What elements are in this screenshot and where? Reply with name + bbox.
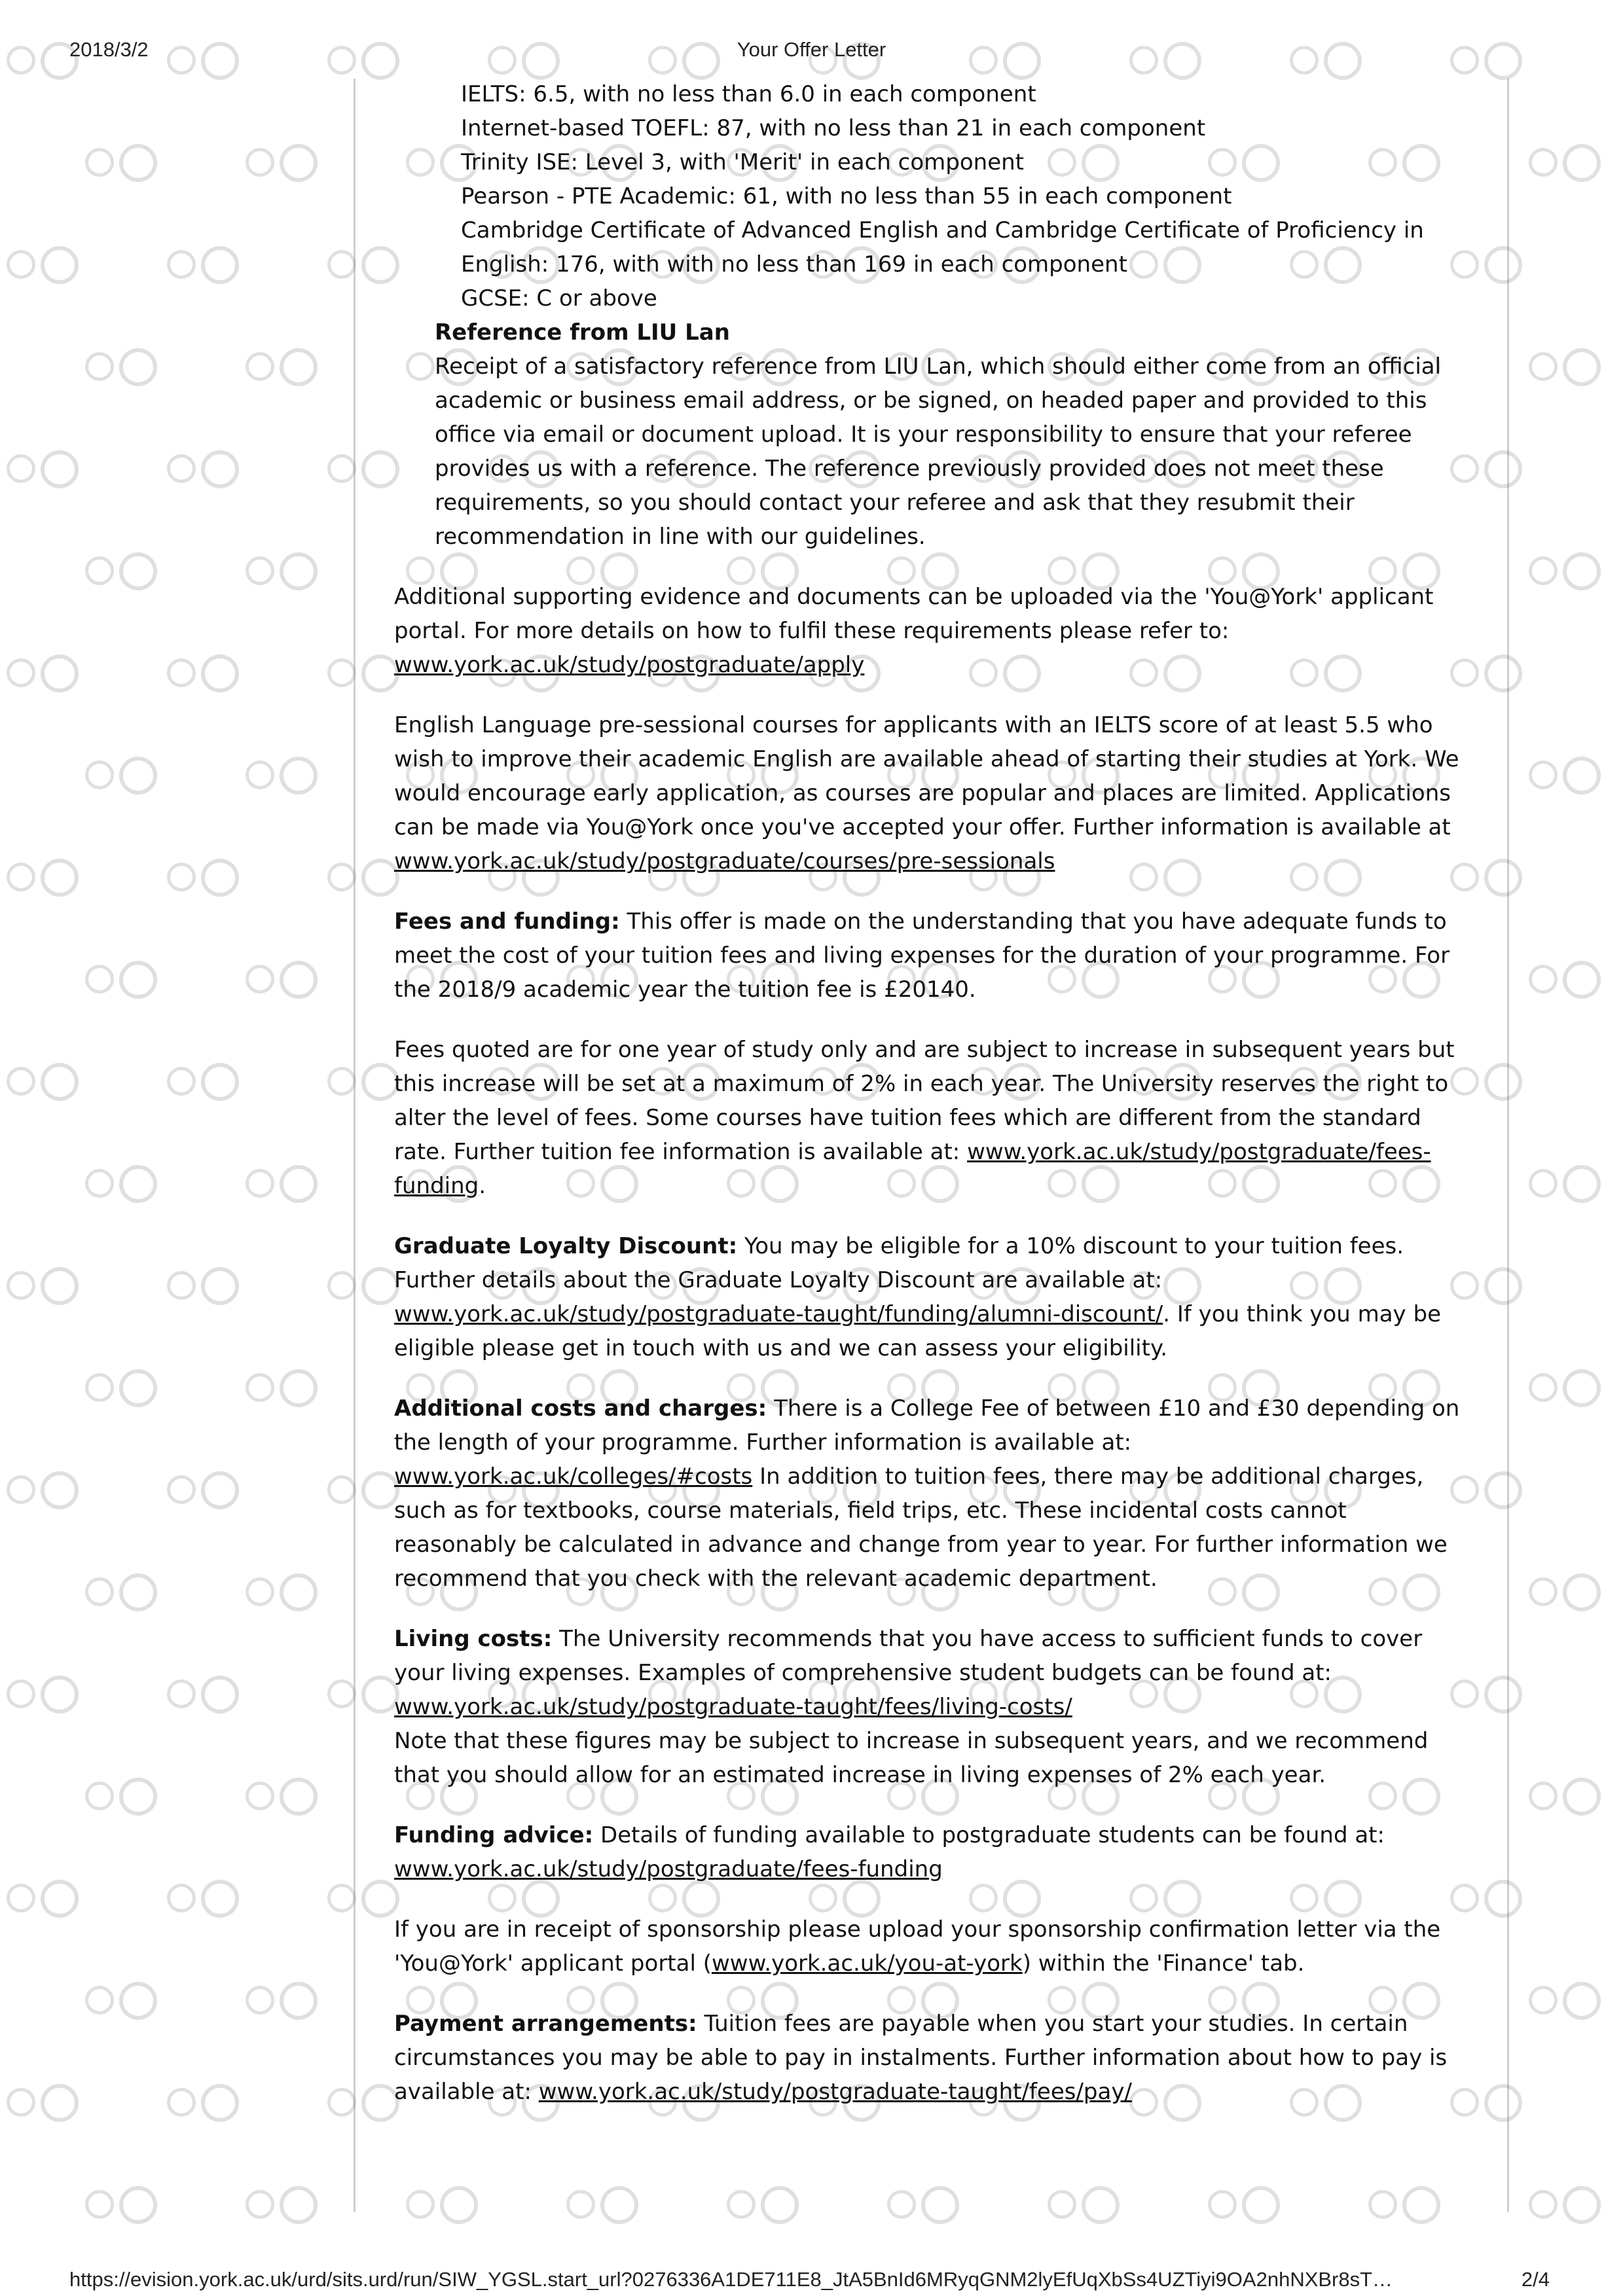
watermark-logo-icon [85, 1162, 157, 1208]
watermark-logo-icon [167, 1469, 239, 1515]
watermark-logo-icon [7, 1673, 79, 1719]
print-header [0, 38, 1623, 64]
watermark-logo-icon [85, 1571, 157, 1617]
watermark-logo-icon [246, 1979, 318, 2025]
offer-letter-body [394, 77, 1468, 2135]
list-item: Trinity ISE: Level 3, with 'Merit' in each component [461, 149, 1025, 175]
living-costs-note: Note that these figures may be subject to increase in subsequent years, and we recommend that you should allow for an estimated increase in living expenses of 2% each year. [394, 1728, 1429, 1788]
watermark-logo-icon [246, 754, 318, 800]
watermark-logo-icon [246, 1775, 318, 1821]
watermark-logo-icon [167, 652, 239, 698]
funding-advice-link[interactable]: www.york.ac.uk/study/postgraduate/fees-funding [394, 1856, 943, 1882]
watermark-logo-icon [1208, 2183, 1280, 2229]
payment-text: Tuition fees are payable when you start your studies. In certain circumstances you may be able to pay in instalments. Further information about how to pay is available at: [394, 2011, 1448, 2105]
watermark-logo-icon [167, 1877, 239, 1923]
watermark-logo-icon [1529, 2183, 1601, 2229]
additional-costs-heading: Additional costs and charges: [394, 1395, 767, 1422]
list-item: GCSE: C or above [461, 285, 657, 312]
payment-heading: Payment arrangements: [394, 2011, 697, 2037]
funding-advice-heading: Funding advice: [394, 1822, 594, 1848]
presessional-paragraph [394, 708, 1468, 878]
watermark-logo-icon [327, 2081, 399, 2127]
watermark-logo-icon [327, 1469, 399, 1515]
additional-costs-text: There is a College Fee of between £10 and £30 depending on the length of your programme. Further information is available at: [394, 1395, 1460, 1456]
watermark-logo-icon [246, 1571, 318, 1617]
sponsorship-paragraph [394, 1912, 1468, 1981]
watermark-logo-icon [246, 958, 318, 1004]
watermark-logo-icon [327, 1877, 399, 1923]
watermark-logo-icon [1529, 141, 1601, 187]
watermark-logo-icon [327, 856, 399, 902]
watermark-logo-icon [7, 652, 79, 698]
pay-link[interactable]: www.york.ac.uk/study/postgraduate-taught/fees/pay/ [538, 2079, 1132, 2105]
fees-text: This offer is made on the understanding that you have adequate funds to meet the cost of your tuition fees and living expenses for the duration of your programme. For the 2018/9 academic year the tuition fee is £20140. [394, 908, 1450, 1003]
watermark-logo-icon [7, 243, 79, 289]
watermark-logo-icon [167, 856, 239, 902]
fees-increase-after: . [479, 1173, 486, 1199]
watermark-logo-icon [7, 448, 79, 493]
watermark-logo-icon [85, 2183, 157, 2229]
watermark-logo-icon [1529, 754, 1601, 800]
watermark-logo-icon [167, 1265, 239, 1310]
colleges-costs-link[interactable]: www.york.ac.uk/colleges/#costs [394, 1463, 753, 1490]
fees-increase-text: Fees quoted are for one year of study only and are subject to increase in subsequent years but this increase will be set at a maximum of 2% in each year. The University reserves the right to alter the level of fees. Some courses have tuition fees which are different from the standard rate. Further tuition fee information is available at: [394, 1037, 1455, 1165]
right-border-line [1507, 79, 1509, 2212]
loyalty-heading: Graduate Loyalty Discount: [394, 1233, 738, 1259]
watermark-logo-icon [327, 1060, 399, 1106]
watermark-logo-icon [1048, 2183, 1120, 2229]
print-date: 2018/3/2 [69, 38, 149, 61]
watermark-logo-icon [167, 2081, 239, 2127]
living-costs-paragraph [394, 1622, 1468, 1792]
living-costs-heading: Living costs: [394, 1626, 553, 1652]
list-item: Pearson - PTE Academic: 61, with no less than 55 in each component [461, 183, 1232, 209]
watermark-logo-icon [1529, 1571, 1601, 1617]
watermark-logo-icon [246, 2183, 318, 2229]
presessional-link[interactable]: www.york.ac.uk/study/postgraduate/courses/pre-sessionals [394, 848, 1055, 874]
watermark-logo-icon [85, 754, 157, 800]
watermark-logo-icon [887, 2183, 959, 2229]
watermark-logo-icon [246, 141, 318, 187]
language-requirements-list [394, 77, 1468, 315]
watermark-logo-icon [1368, 2183, 1440, 2229]
watermark-logo-icon [85, 1775, 157, 1821]
watermark-logo-icon [327, 1673, 399, 1719]
sponsorship-text: If you are in receipt of sponsorship please upload your sponsorship confirmation letter via the 'You@York' applicant portal ( [394, 1916, 1441, 1977]
living-costs-link[interactable]: www.york.ac.uk/study/postgraduate-taught/fees/living-costs/ [394, 1694, 1072, 1720]
payment-paragraph [394, 2007, 1468, 2109]
reference-section [394, 315, 1468, 554]
watermark-logo-icon [327, 243, 399, 289]
funding-advice-paragraph [394, 1818, 1468, 1886]
fees-increase-paragraph [394, 1033, 1468, 1203]
watermark-logo-icon [246, 1367, 318, 1412]
watermark-logo-icon [167, 243, 239, 289]
watermark-logo-icon [327, 652, 399, 698]
watermark-logo-icon [1529, 958, 1601, 1004]
watermark-logo-icon [85, 141, 157, 187]
loyalty-text: You may be eligible for a 10% discount to your tuition fees. Further details about the Graduate Loyalty Discount are available at: [394, 1233, 1404, 1293]
living-costs-text: The University recommends that you have access to sufficient funds to cover your living expenses. Examples of comprehensive student budgets can be found at: [394, 1626, 1423, 1686]
sponsorship-after: ) within the 'Finance' tab. [1022, 1950, 1305, 1977]
list-item: Cambridge Certificate of Advanced English and Cambridge Certificate of Proficiency in English: 176, with with no less than 169 in each component [461, 217, 1424, 278]
watermark-logo-icon [1529, 1979, 1601, 2025]
watermark-logo-icon [85, 1979, 157, 2025]
watermark-logo-icon [1529, 550, 1601, 596]
watermark-logo-icon [1529, 1775, 1601, 1821]
list-item: Internet-based TOEFL: 87, with no less than 21 in each component [461, 115, 1206, 141]
supporting-evidence-paragraph [394, 580, 1468, 682]
watermark-logo-icon [1529, 1367, 1601, 1412]
watermark-logo-icon [167, 448, 239, 493]
list-item: IELTS: 6.5, with no less than 6.0 in each component [461, 81, 1036, 107]
watermark-logo-icon [7, 1469, 79, 1515]
print-footer [0, 2268, 1623, 2294]
watermark-logo-icon [1529, 1162, 1601, 1208]
loyalty-paragraph [394, 1229, 1468, 1365]
presessional-text: English Language pre-sessional courses for applicants with an IELTS score of at least 5.5 who wish to improve their academic English are available ahead of starting their studies at York. We would encourage early application, as courses are popular and places are limited. Applications can be made via You@York once you've accepted your offer. Further information is available at [394, 712, 1459, 840]
additional-costs-paragraph [394, 1391, 1468, 1596]
watermark-logo-icon [85, 346, 157, 391]
left-border-line [354, 79, 356, 2212]
document-title: Your Offer Letter [737, 38, 886, 61]
watermark-logo-icon [85, 1367, 157, 1412]
supporting-text: Additional supporting evidence and documents can be uploaded via the 'You@York' applicant portal. For more details on how to fulfil these requirements please refer to: [394, 584, 1434, 644]
watermark-logo-icon [1529, 346, 1601, 391]
reference-title: Reference from LIU Lan [435, 319, 730, 346]
additional-costs-after: In addition to tuition fees, there may be additional charges, such as for textbooks, course materials, field trips, etc. These incidental costs cannot reasonably be calculated in advance and change from year to year. For further information we recommend that you check with the relevant academic department. [394, 1463, 1448, 1592]
fees-heading: Fees and funding: [394, 908, 620, 935]
watermark-logo-icon [246, 1162, 318, 1208]
page-url: https://evision.york.ac.uk/urd/sits.urd/run/SIW_YGSL.start_url?0276336A1DE711E8_JtA5BnId6MRyqGNM2lyEfUqXbSs4UZTiyi9OA2nhNXBr8sT… [69, 2268, 1393, 2291]
watermark-logo-icon [566, 2183, 638, 2229]
watermark-logo-icon [85, 550, 157, 596]
watermark-logo-icon [327, 1265, 399, 1310]
watermark-logo-icon [7, 2081, 79, 2127]
apply-link[interactable]: www.york.ac.uk/study/postgraduate/apply [394, 652, 865, 678]
fees-funding-link[interactable]: www.york.ac.uk/study/postgraduate/fees-funding [394, 1139, 1431, 1199]
watermark-logo-icon [167, 1060, 239, 1106]
funding-advice-text: Details of funding available to postgraduate students can be found at: [600, 1822, 1385, 1848]
you-at-york-link[interactable]: www.york.ac.uk/you-at-york [711, 1950, 1023, 1977]
page-number: 2/4 [1521, 2268, 1550, 2291]
loyalty-after: . If you think you may be eligible please get in touch with us and we can assess your eligibility. [394, 1301, 1441, 1361]
reference-body: Receipt of a satisfactory reference from LIU Lan, which should either come from an official academic or business email address, or be signed, on headed paper and provided to this office via email or document upload. It is your responsibility to ensure that your referee provides us with a reference. The reference previously provided does not meet these requirements, so you should contact your referee and ask that they resubmit their recommendation in line with our guidelines. [435, 353, 1442, 550]
watermark-logo-icon [7, 1877, 79, 1923]
watermark-logo-icon [7, 1265, 79, 1310]
watermark-logo-icon [327, 448, 399, 493]
fees-paragraph [394, 905, 1468, 1007]
watermark-logo-icon [727, 2183, 799, 2229]
alumni-discount-link[interactable]: www.york.ac.uk/study/postgraduate-taught/funding/alumni-discount/ [394, 1301, 1163, 1327]
watermark-logo-icon [167, 1673, 239, 1719]
watermark-logo-icon [246, 346, 318, 391]
watermark-logo-icon [406, 2183, 478, 2229]
watermark-logo-icon [7, 1060, 79, 1106]
watermark-logo-icon [85, 958, 157, 1004]
watermark-logo-icon [246, 550, 318, 596]
watermark-logo-icon [7, 856, 79, 902]
